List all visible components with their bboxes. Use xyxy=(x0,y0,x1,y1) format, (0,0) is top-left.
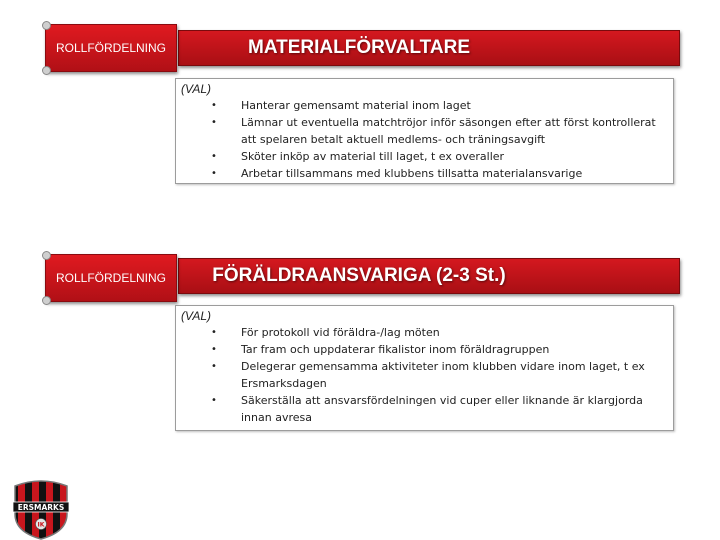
logo-text: ERSMARKS xyxy=(17,503,65,512)
club-logo-icon xyxy=(11,478,71,540)
section1-box xyxy=(175,78,674,184)
section2-title: FÖRÄLDRAANSVARIGA (2-3 St.) xyxy=(212,265,506,286)
list-item: • Delegerar gemensamma aktiviteter inom klubben vidare inom laget, t ex Ersmarksdagen xyxy=(211,360,645,390)
section1-val-label: (VAL) xyxy=(181,82,212,96)
list-item: • Sköter inköp av material till laget, t ex overaller xyxy=(211,150,505,163)
section2-tab xyxy=(45,254,177,302)
list-item: • Säkerställa att ansvarsfördelningen vid cuper eller liknande är klargjorda innan avresa xyxy=(211,394,643,424)
section2-banner xyxy=(178,258,680,294)
section1-title: MATERIALFÖRVALTARE xyxy=(248,37,470,58)
list-item: • Tar fram och uppdaterar fikalistor inom föräldragruppen xyxy=(211,343,550,356)
section2-val-label: (VAL) xyxy=(181,309,212,323)
section1-banner xyxy=(178,30,680,66)
list-item: • Arbetar tillsammans med klubbens tillsatta materialansvarige xyxy=(211,167,583,180)
list-item: • Lämnar ut eventuella matchtröjor inför säsongen efter att först kontrollerat att spelaren betalt aktuell medlems- och träningsavgift xyxy=(211,116,656,146)
section1-list xyxy=(208,97,663,182)
section1-tab-label: ROLLFÖRDELNING xyxy=(55,41,167,55)
section2-box xyxy=(175,305,674,431)
list-item: • För protokoll vid föräldra-/lag möten xyxy=(211,326,440,339)
section1-tab xyxy=(45,24,177,72)
section2-list xyxy=(208,324,663,426)
list-item: • Hanterar gemensamt material inom laget xyxy=(211,99,471,112)
section2-tab-label: ROLLFÖRDELNING xyxy=(55,271,167,285)
logo-initials: IK xyxy=(37,521,45,529)
